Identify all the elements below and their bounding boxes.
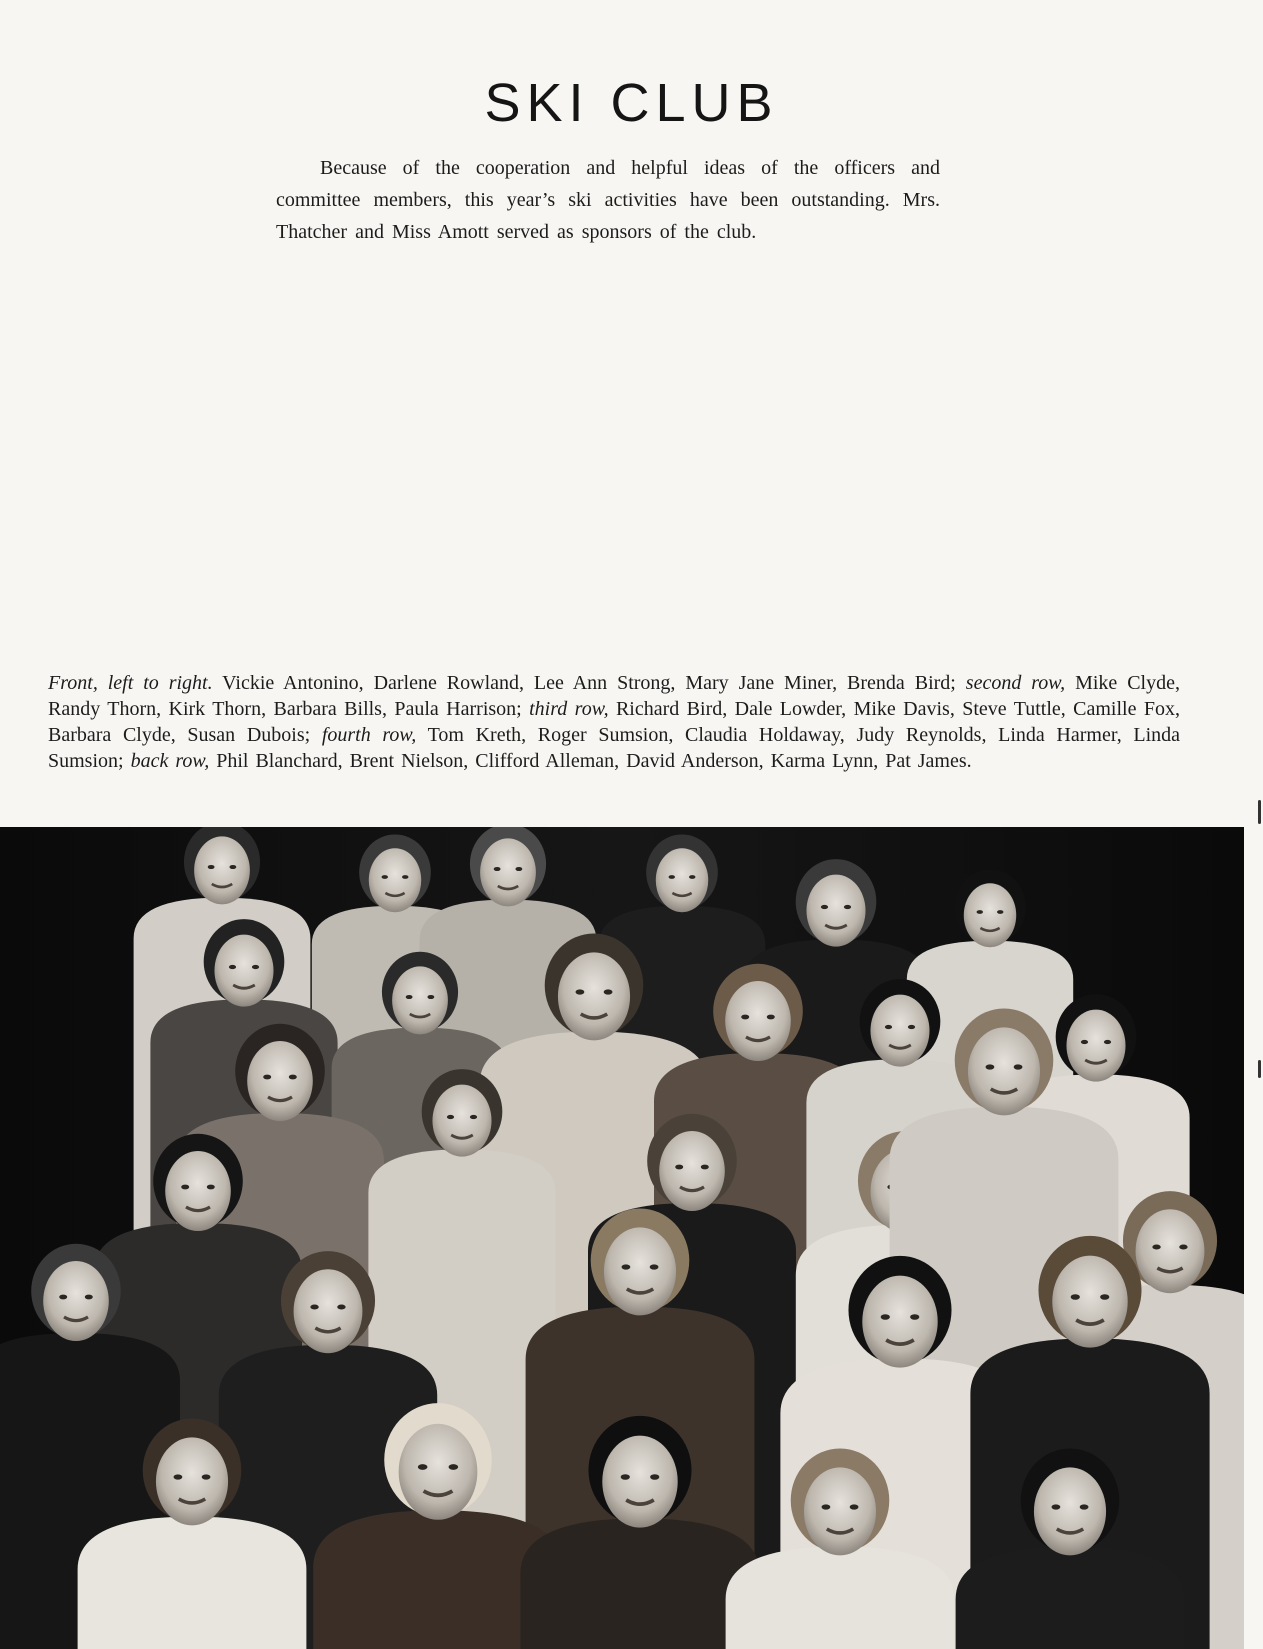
person-eye: [622, 1264, 631, 1269]
person-eye: [767, 1015, 775, 1020]
person-eye: [229, 965, 236, 969]
person-eye: [850, 1504, 859, 1509]
person-face: [862, 1276, 937, 1368]
person-eye: [406, 995, 413, 999]
person-face: [480, 838, 536, 906]
intro-paragraph: Because of the cooperation and helpful ideas of the officers and committee members, this year’s ski activities have been outstanding. Mrs. Thatcher and Miss Amott served as sponsors of the club.: [276, 157, 940, 243]
person-eye: [85, 1295, 93, 1300]
person-face: [964, 883, 1016, 947]
person-eye: [650, 1474, 659, 1480]
person-eye: [621, 1474, 630, 1480]
person-eye: [1071, 1294, 1080, 1300]
person-eye: [576, 989, 585, 994]
person-eye: [310, 1304, 318, 1309]
page-title: SKI CLUB: [484, 73, 779, 133]
person-eye: [418, 1464, 428, 1470]
person-eye: [604, 989, 613, 994]
person-eye: [910, 1314, 919, 1320]
caption-row-label: fourth row,: [321, 724, 417, 746]
person-eye: [1014, 1064, 1023, 1069]
person-face: [806, 875, 865, 947]
person-face: [294, 1269, 363, 1353]
person-face: [804, 1467, 876, 1555]
person-face: [214, 935, 273, 1007]
person-face: [1052, 1256, 1127, 1348]
person-face: [1136, 1209, 1205, 1293]
person-face: [725, 981, 791, 1061]
person-eye: [1081, 1040, 1088, 1044]
person-face: [656, 848, 708, 912]
person-face: [156, 1437, 228, 1525]
person-body: [78, 1517, 307, 1649]
person-face: [392, 966, 448, 1034]
person-face: [1034, 1467, 1106, 1555]
person-eye: [881, 1314, 890, 1320]
person-eye: [207, 1185, 215, 1190]
page-edge-mark: [1258, 1060, 1261, 1078]
person-face: [399, 1424, 478, 1520]
person-eye: [844, 905, 851, 909]
person-eye: [208, 865, 215, 869]
person-eye: [669, 875, 675, 879]
person-eye: [229, 865, 236, 869]
page-edge-mark: [1258, 800, 1261, 824]
person-eye: [885, 1025, 892, 1029]
caption-row-label: back row,: [130, 750, 210, 772]
person-face: [247, 1041, 313, 1121]
person-face: [558, 952, 630, 1040]
person-eye: [59, 1295, 67, 1300]
person-eye: [402, 875, 408, 879]
person-eye: [822, 1504, 831, 1509]
person-eye: [289, 1075, 297, 1080]
person-eye: [701, 1165, 709, 1170]
person-eye: [1080, 1504, 1089, 1509]
person-eye: [821, 905, 828, 909]
person-eye: [337, 1304, 345, 1309]
person-eye: [174, 1474, 183, 1479]
person-eye: [1104, 1040, 1111, 1044]
person-eye: [449, 1464, 459, 1470]
caption-row-label: Front, left to right.: [48, 672, 213, 694]
person-eye: [908, 1025, 915, 1029]
caption-names: Richard Bird, Dale Lowder, Mike Davis, Steve Tuttle, Camille Fox, Barbara Clyde, Susan Dubois;: [48, 698, 1180, 746]
person-eye: [1052, 1504, 1061, 1509]
person-face: [194, 836, 250, 904]
person-eye: [1179, 1244, 1187, 1249]
caption-row-label: third row,: [529, 698, 609, 720]
person-face: [968, 1027, 1040, 1115]
person-eye: [447, 1115, 454, 1119]
person-face: [659, 1131, 725, 1211]
person-face: [870, 995, 929, 1067]
person-eye: [263, 1075, 271, 1080]
person-eye: [494, 867, 501, 871]
person-face: [369, 848, 421, 912]
person-face: [1066, 1010, 1125, 1082]
caption-names: Mike Clyde, Randy Thorn, Kirk Thorn, Barbara Bills, Paula Harrison;: [48, 672, 1180, 720]
caption-row-label: second row,: [965, 672, 1066, 694]
person-eye: [977, 910, 983, 914]
person-face: [43, 1261, 109, 1341]
person-eye: [997, 910, 1003, 914]
person-face: [604, 1227, 676, 1315]
person-eye: [741, 1015, 749, 1020]
person-eye: [1152, 1244, 1160, 1249]
person-face: [432, 1085, 491, 1157]
person-body: [726, 1547, 955, 1649]
person-eye: [427, 995, 434, 999]
caption-names: Tom Kreth, Roger Sumsion, Claudia Holdaway, Judy Reynolds, Linda Harmer, Linda Sumsion;: [48, 724, 1181, 772]
person-eye: [202, 1474, 211, 1479]
person-eye: [470, 1115, 477, 1119]
photo-caption: [48, 670, 1180, 774]
person-eye: [252, 965, 259, 969]
caption-names: Phil Blanchard, Brent Nielson, Clifford Alleman, David Anderson, Karma Lynn, Pat James.: [209, 750, 972, 772]
group-photo: [0, 827, 1244, 1649]
person-body: [956, 1547, 1185, 1649]
person-eye: [181, 1185, 189, 1190]
caption-names: Vickie Antonino, Darlene Rowland, Lee Ann Strong, Mary Jane Miner, Brenda Bird;: [212, 672, 966, 694]
person-eye: [515, 867, 522, 871]
person-eye: [986, 1064, 995, 1069]
person-body: [520, 1518, 759, 1649]
person-eye: [689, 875, 695, 879]
person-eye: [675, 1165, 683, 1170]
person-eye: [650, 1264, 659, 1269]
person-face: [165, 1151, 231, 1231]
person-eye: [1100, 1294, 1109, 1300]
person-face: [602, 1436, 677, 1528]
group-photo-illustration: [0, 827, 1244, 1649]
person-eye: [382, 875, 388, 879]
